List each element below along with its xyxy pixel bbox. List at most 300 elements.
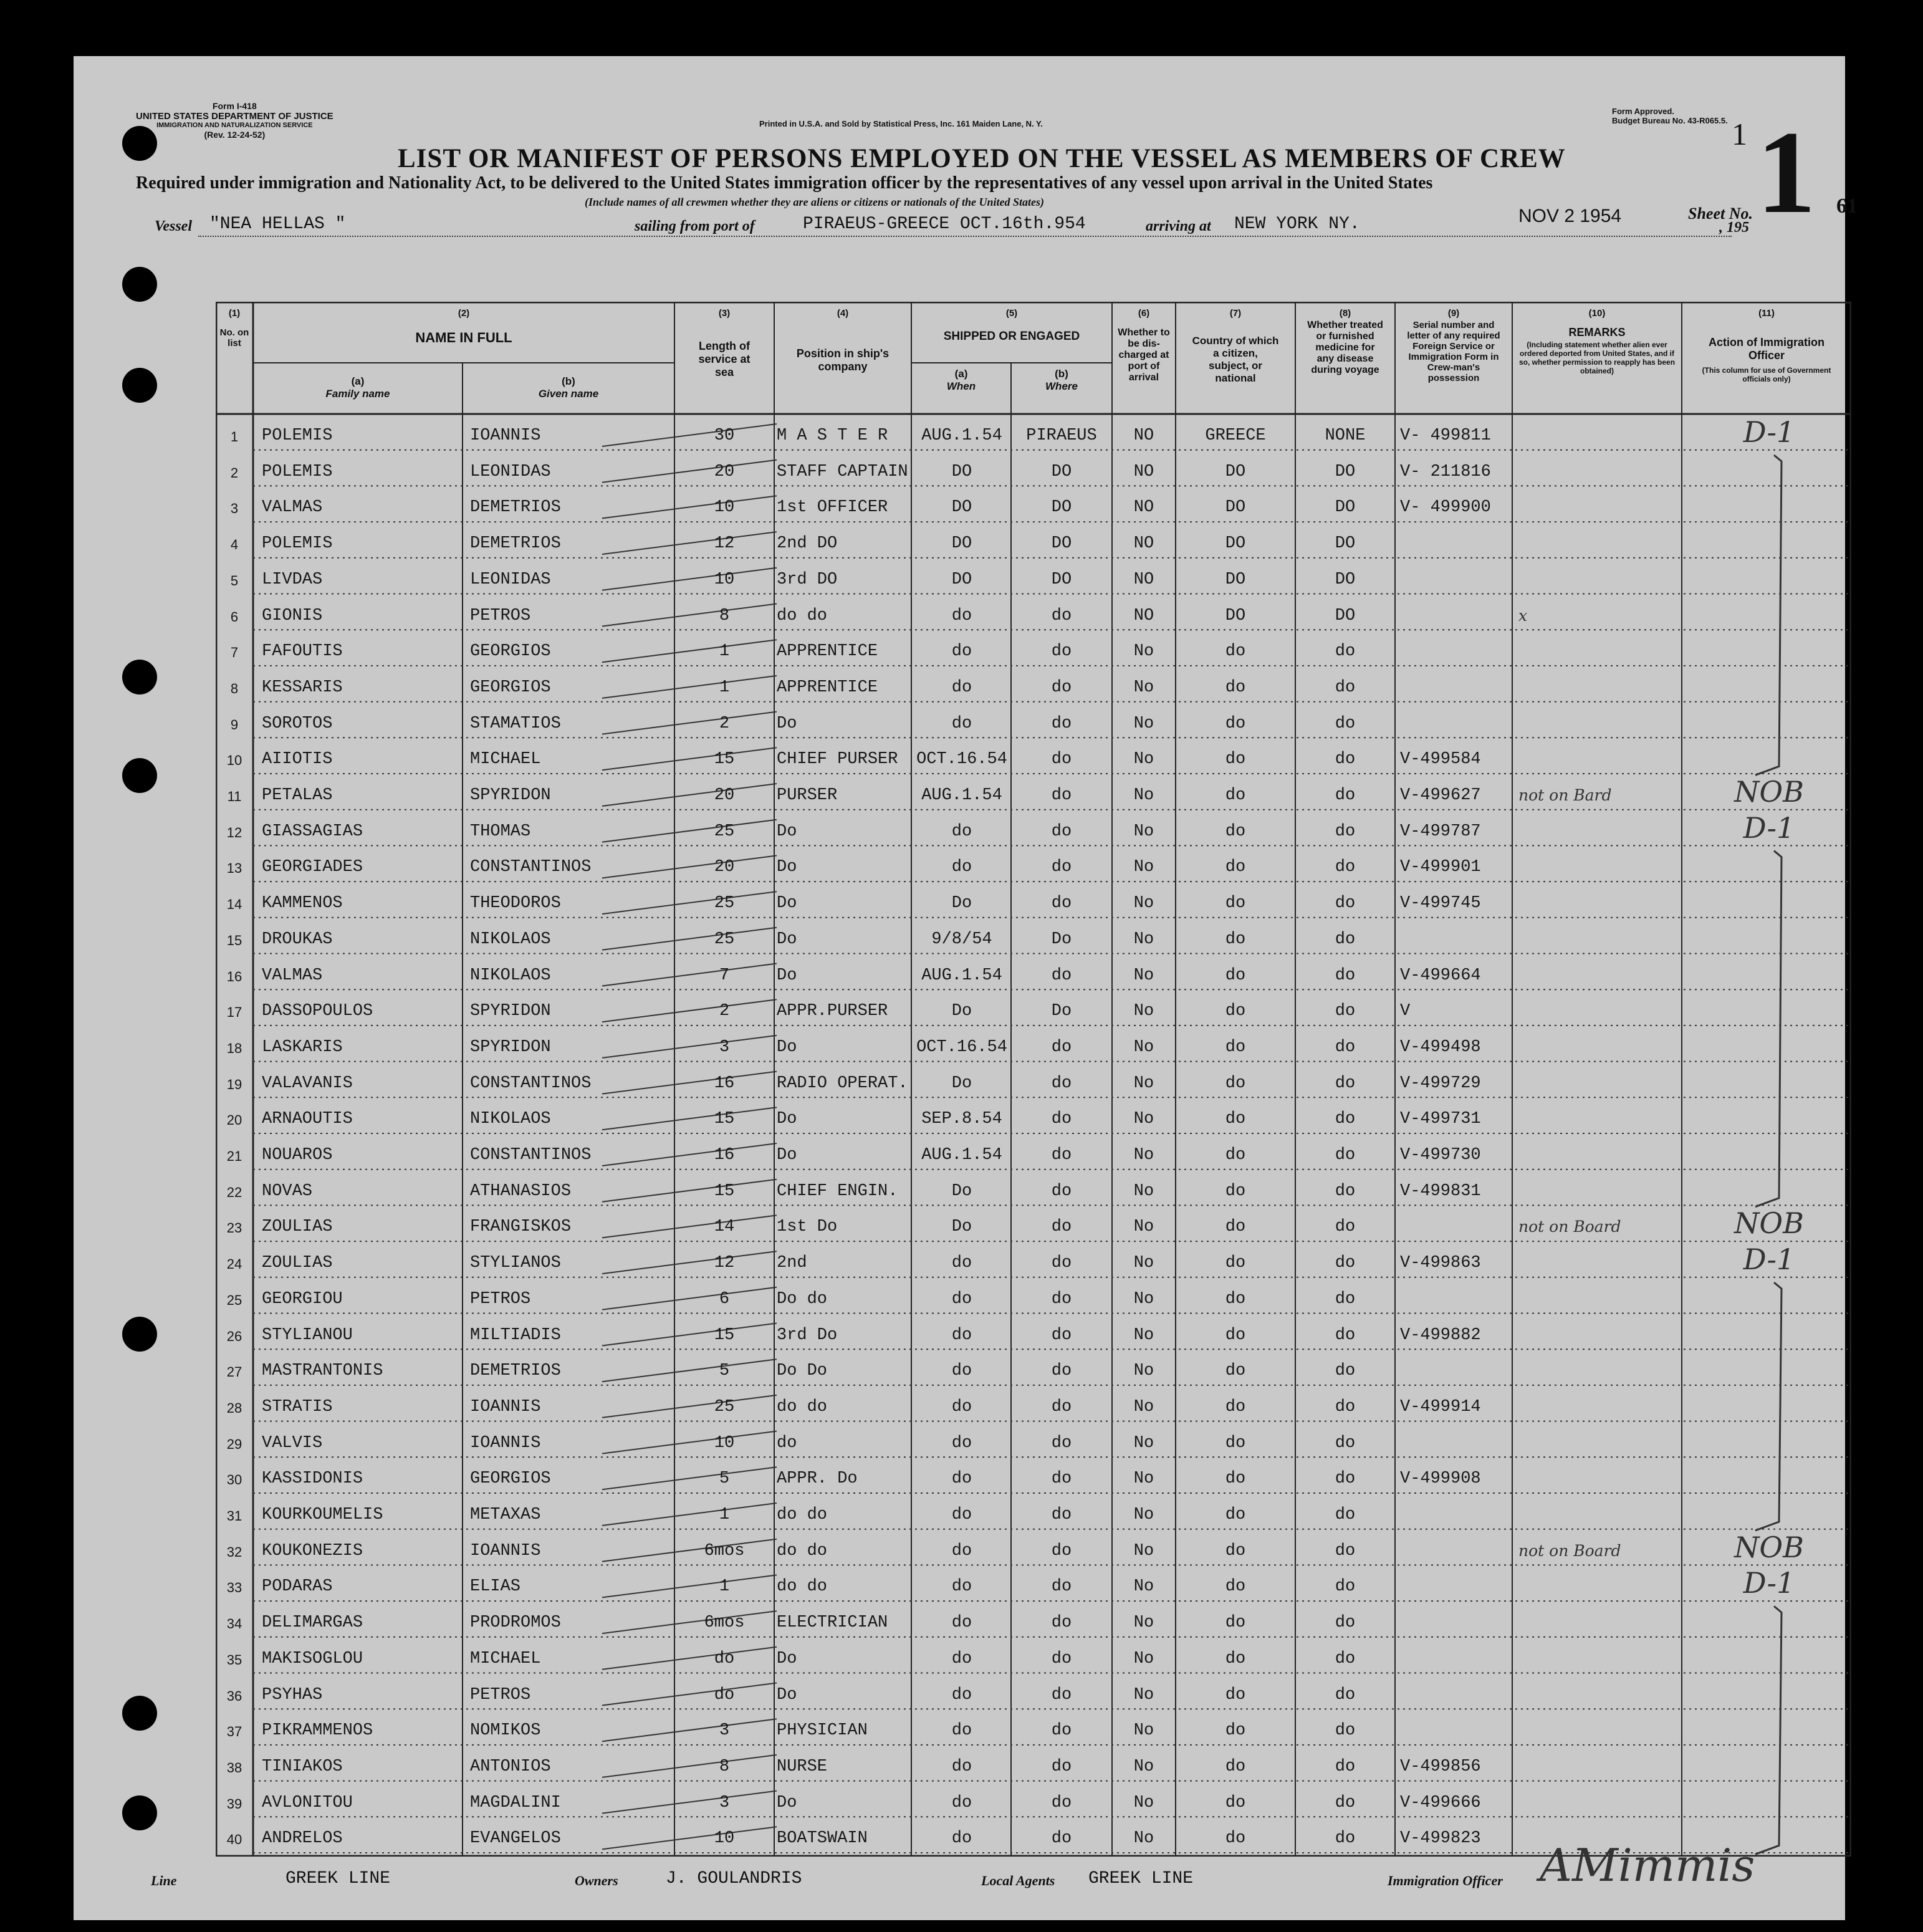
shipped-when: do [951,642,972,661]
row-number: 30 [226,1472,242,1488]
col-action-note: (This column for use of Government officials only) [1702,366,1831,383]
given-name: ATHANASIOS [470,1181,572,1201]
col-discharged-label: Whether to be dis-charged at port of arrival [1118,327,1170,383]
row-number: 12 [226,824,242,840]
row-number: 3 [230,501,239,517]
citizenship-country: do [1225,1577,1246,1597]
given-name: MAGDALINI [470,1793,561,1812]
crew-row [216,1677,1851,1713]
discharged-flag: No [1133,786,1154,805]
crew-row [216,1785,1851,1820]
shipped-where: do [1051,1362,1072,1381]
crew-row [216,1389,1851,1425]
serial-number: V-499914 [1400,1397,1481,1416]
officer-action: D-1 [1743,1566,1795,1600]
crew-row [216,1641,1851,1676]
shipped-where: do [1051,1289,1072,1309]
citizenship-country: do [1225,1002,1246,1021]
discharged-flag: No [1133,1613,1154,1633]
given-name: PRODROMOS [470,1613,561,1633]
form-number: Form I-418 [212,101,257,111]
family-name: MAKISOGLOU [262,1649,363,1668]
row-number: 10 [226,752,242,769]
length-of-service: 12 [714,1254,735,1273]
discharged-flag: No [1133,1146,1154,1165]
discharged-flag: No [1133,1469,1154,1489]
citizenship-country: do [1225,1721,1246,1741]
line-value: GREEK LINE [285,1869,391,1888]
family-name: NOVAS [262,1181,313,1201]
family-name: KESSARIS [262,678,343,697]
row-number: 1 [230,429,239,445]
given-name: GEORGIOS [470,642,551,661]
given-name: EVANGELOS [470,1829,561,1848]
length-of-service: 12 [714,534,735,554]
family-name: POLEMIS [262,462,333,481]
row-number: 9 [230,716,239,733]
family-name: GIASSAGIAS [262,822,363,841]
family-name: KASSIDONIS [262,1469,363,1489]
ship-position: NURSE [777,1757,828,1776]
shipped-where: do [1051,750,1072,769]
medicine-status: do [1335,1146,1356,1165]
col-country-label: Country of which a citizen, subject, or national [1192,335,1279,384]
arriving-value: NEW YORK NY. [1234,214,1360,234]
given-name: FRANGISKOS [470,1218,572,1237]
given-name: THEODOROS [470,894,561,913]
col-when-header [911,368,1011,393]
medicine-status: DO [1335,606,1356,625]
col-medicine-num: (8) [1339,308,1351,319]
family-name: ZOULIAS [262,1218,333,1237]
ship-position: 3rd Do [777,1325,838,1345]
col-medicine-label: Whether treated or furnished medicine for any disease during voyage [1307,320,1383,375]
shipped-when: AUG.1.54 [921,426,1002,445]
shipped-when: DO [951,534,972,554]
discharged-flag: No [1133,1506,1154,1524]
citizenship-country: do [1225,930,1246,949]
serial-number: V-499731 [1400,1110,1481,1129]
length-of-service: 6 [719,1289,730,1309]
serial-number: V-499584 [1400,750,1481,769]
family-name: POLEMIS [262,534,333,554]
shipped-where: do [1051,1613,1072,1633]
family-name: DROUKAS [262,930,333,949]
citizenship-country: do [1225,1289,1246,1309]
serial-number: V-499787 [1400,822,1481,841]
shipped-when: Do [951,1002,972,1021]
row-number: 21 [226,1148,242,1164]
row-number: 13 [226,860,242,877]
ship-position: APPRENTICE [777,642,878,661]
col-shipped-header [911,308,1112,344]
row-number: 33 [226,1580,242,1596]
discharged-flag: NO [1133,426,1154,445]
discharged-flag: No [1133,1218,1154,1237]
budget-bureau: Budget Bureau No. 43-R065.5. [1612,115,1728,125]
col-name-num: (2) [458,308,470,319]
family-name: VALMAS [262,498,323,517]
ship-position: 3rd DO [777,570,838,589]
col-when-num: (a) [954,368,968,380]
medicine-status: NONE [1325,426,1366,445]
ship-position: ELECTRICIAN [777,1613,888,1633]
page-number: 61 [1836,195,1858,218]
length-of-service: 30 [714,426,735,445]
given-name: GEORGIOS [470,1469,551,1489]
medicine-status: do [1335,1541,1356,1560]
medicine-status: do [1335,894,1356,913]
family-name: GEORGIOU [262,1289,343,1309]
col-position-num: (4) [837,308,849,319]
serial-number: V- 499811 [1400,426,1491,445]
given-name: NIKOLAOS [470,1110,551,1129]
punch-hole [122,267,157,302]
family-name: KAMMENOS [262,894,343,913]
length-of-service: 15 [714,1181,735,1201]
citizenship-country: do [1225,1037,1246,1057]
serial-number: V [1400,1002,1411,1021]
shipped-when: DO [951,462,972,481]
discharged-flag: NO [1133,498,1154,517]
shipped-where: do [1051,894,1072,913]
shipped-where: DO [1051,534,1072,554]
citizenship-country: do [1225,1254,1246,1273]
vessel-name: "NEA HELLAS " [209,214,346,234]
crew-row [216,454,1851,489]
citizenship-country: do [1225,1074,1246,1093]
year-suffix: , 195 [1719,219,1749,236]
officer-action: NOB [1734,775,1804,809]
shipped-where: do [1051,1218,1072,1237]
shipped-when: do [951,1325,972,1345]
shipped-where: do [1051,714,1072,733]
discharged-flag: No [1133,822,1154,841]
family-name: ARNAOUTIS [262,1110,353,1129]
col-service-num: (3) [718,308,731,319]
length-of-service: 10 [714,570,735,589]
ship-position: PHYSICIAN [777,1721,868,1741]
punch-hole [122,758,157,793]
shipped-where: do [1051,1757,1072,1776]
given-name: LEONIDAS [470,462,551,481]
col-serial-header [1395,308,1512,383]
col-service-label: Length of service at sea [698,340,750,378]
serial-number: V- 499900 [1400,498,1491,517]
shipped-where: DO [1051,462,1072,481]
given-name: MILTIADIS [470,1325,561,1345]
length-of-service: 1 [719,642,730,661]
shipped-where: do [1051,1146,1072,1165]
row-number: 15 [226,932,242,948]
given-name: IOANNIS [470,1433,541,1453]
medicine-status: do [1335,1613,1356,1633]
length-of-service: 14 [714,1218,735,1237]
row-number: 23 [226,1220,242,1236]
ship-position: CHIEF ENGIN. [777,1181,898,1201]
length-of-service: 25 [714,894,735,913]
shipped-where: PIRAEUS [1026,426,1097,445]
medicine-status: DO [1335,570,1356,589]
ship-position: 1st Do [777,1218,838,1237]
citizenship-country: DO [1225,606,1246,625]
given-name: DEMETRIOS [470,498,561,517]
medicine-status: do [1335,1037,1356,1057]
shipped-where: do [1051,1721,1072,1741]
crew-row [216,706,1851,741]
given-name: ELIAS [470,1577,521,1597]
vessel-label: Vessel [155,218,192,234]
citizenship-country: do [1225,1793,1246,1812]
discharged-flag: No [1133,1685,1154,1704]
discharged-flag: No [1133,1577,1154,1597]
crew-row [216,1605,1851,1640]
crew-row [216,1425,1851,1461]
punch-hole [122,660,157,694]
citizenship-country: do [1225,678,1246,697]
citizenship-country: DO [1225,498,1246,517]
length-of-service: 1 [719,678,730,697]
length-of-service: 3 [719,1037,730,1057]
crew-row [216,633,1851,669]
given-name: NIKOLAOS [470,966,551,985]
discharged-flag: No [1133,1110,1154,1129]
medicine-status: do [1335,1254,1356,1273]
citizenship-country: do [1225,1506,1246,1524]
discharged-flag: No [1133,1289,1154,1309]
family-name: PIKRAMMENOS [262,1721,373,1741]
officer-action: NOB [1734,1206,1804,1241]
shipped-where: do [1051,1793,1072,1812]
given-name: SPYRIDON [470,1037,551,1057]
shipped-when: do [951,1289,972,1309]
serial-number: V-499856 [1400,1757,1481,1776]
medicine-status: DO [1335,462,1356,481]
discharged-flag: No [1133,858,1154,877]
shipped-when: do [951,1577,972,1597]
crew-row [216,1713,1851,1748]
citizenship-country: do [1225,1757,1246,1776]
row-number: 18 [226,1040,242,1056]
length-of-service: 6mos [704,1613,745,1633]
medicine-status: do [1335,858,1356,877]
ship-position: STAFF CAPTAIN [777,462,908,481]
row-number: 24 [226,1256,242,1272]
revision-date: (Rev. 12-24-52) [204,129,266,140]
length-of-service: 5 [719,1469,730,1489]
length-of-service: 10 [714,1829,735,1848]
col-medicine-header [1295,308,1395,376]
punch-hole [122,1317,157,1352]
given-name: CONSTANTINOS [470,1146,592,1165]
serial-number: V-499627 [1400,786,1481,805]
shipped-where: do [1051,1506,1072,1524]
shipped-where: do [1051,1577,1072,1597]
shipped-where: DO [1051,570,1072,589]
discharged-flag: NO [1133,462,1154,481]
owners-value: J. GOULANDRIS [666,1869,802,1888]
crew-row [216,849,1851,885]
discharged-flag: No [1133,1325,1154,1345]
crew-row [216,1101,1851,1137]
col-country-header [1176,308,1295,385]
medicine-status: do [1335,1397,1356,1416]
row-number: 20 [226,1112,242,1128]
crew-row [216,1206,1851,1244]
crew-row [216,489,1851,525]
crew-row [216,1137,1851,1173]
crew-row [216,1749,1851,1784]
length-of-service: 7 [719,966,730,985]
medicine-status: do [1335,1793,1356,1812]
shipped-when: do [951,714,972,733]
family-name: ANDRELOS [262,1829,343,1848]
given-name: MICHAEL [470,1649,541,1668]
family-name: AIIOTIS [262,750,333,769]
given-name: CONSTANTINOS [470,858,592,877]
length-of-service: 1 [719,1577,730,1597]
crew-row [216,415,1851,453]
row-number: 39 [226,1795,242,1812]
citizenship-country: do [1225,966,1246,985]
row-number: 17 [226,1004,242,1021]
col-remarks-note: (Including statement whether alien ever ordered deported from United States, and if so, whether permission to reapply has been obtained) [1518,340,1676,375]
ship-position: CHIEF PURSER [777,750,898,769]
serial-number: V-499664 [1400,966,1481,985]
shipped-when: AUG.1.54 [921,966,1002,985]
shipped-when: do [951,1506,972,1524]
discharged-flag: No [1133,1037,1154,1057]
manifest-subtitle: Required under immigration and Nationality Act, to be delivered to the United States immigration officer by the representatives of any vessel upon arrival in the United States [136,173,1433,193]
discharged-flag: No [1133,1757,1154,1776]
length-of-service: 3 [719,1721,730,1741]
citizenship-country: do [1225,1397,1246,1416]
length-of-service: 15 [714,1110,735,1129]
given-name: DEMETRIOS [470,1362,561,1381]
row-number: 27 [226,1364,242,1380]
given-name: SPYRIDON [470,1002,551,1021]
serial-number: V-499729 [1400,1074,1481,1093]
citizenship-country: do [1225,750,1246,769]
crew-row [216,810,1851,849]
length-of-service: 6mos [704,1541,745,1560]
ship-position: Do [777,1793,797,1812]
family-name: PETALAS [262,786,333,805]
arriving-label: arriving at [1146,218,1211,234]
discharged-flag: NO [1133,570,1154,589]
col-remarks-num: (10) [1588,308,1606,319]
medicine-status: do [1335,1074,1356,1093]
shipped-when: OCT.16.54 [916,1037,1007,1057]
row-number: 5 [230,572,239,589]
citizenship-country: DO [1225,462,1246,481]
medicine-status: do [1335,1649,1356,1668]
crew-row [216,1497,1851,1532]
length-of-service: 8 [719,1757,730,1776]
medicine-status: do [1335,1289,1356,1309]
length-of-service: 16 [714,1074,735,1093]
shipped-when: OCT.16.54 [916,750,1007,769]
medicine-status: do [1335,1325,1356,1345]
col-no-num: (1) [228,308,241,319]
officer-action: D-1 [1743,810,1795,845]
length-of-service: 20 [714,462,735,481]
row-number: 14 [226,896,242,913]
shipped-when: Do [951,894,972,913]
officer-action: D-1 [1743,415,1795,449]
given-name: IOANNIS [470,1397,541,1416]
shipped-where: do [1051,642,1072,661]
shipped-where: do [1051,678,1072,697]
shipped-where: do [1051,786,1072,805]
given-name: GEORGIOS [470,678,551,697]
sheet-tick-mark: 1 [1732,117,1747,151]
discharged-flag: No [1133,1721,1154,1741]
discharged-flag: No [1133,750,1154,769]
row-number: 28 [226,1400,242,1416]
given-name: PETROS [470,1289,531,1309]
ship-position: do do [777,1397,828,1416]
form-approved: Form Approved. [1612,107,1674,116]
discharged-flag: No [1133,1074,1154,1093]
length-of-service: 25 [714,1397,735,1416]
serial-number: V-499666 [1400,1793,1481,1812]
ship-position: APPRENTICE [777,678,878,697]
shipped-when: do [951,678,972,697]
citizenship-country: do [1225,858,1246,877]
shipped-where: do [1051,1254,1072,1273]
discharged-flag: No [1133,966,1154,985]
col-country-num: (7) [1229,308,1242,319]
family-name: DELIMARGAS [262,1613,363,1633]
given-name: THOMAS [470,822,531,841]
discharged-flag: No [1133,1829,1154,1848]
medicine-status: do [1335,1469,1356,1489]
row-number: 26 [226,1328,242,1344]
crew-row [216,885,1851,921]
serial-number: V-499745 [1400,894,1481,913]
ship-position: 2nd DO [777,534,838,554]
citizenship-country: do [1225,822,1246,841]
col-given-num: (b) [562,375,575,387]
col-shipped-num: (5) [1005,308,1018,319]
col-remarks-label: REMARKS [1568,326,1626,339]
shipped-when: DO [951,498,972,517]
ship-position: Do [777,1685,797,1704]
punch-hole [122,368,157,403]
shipped-when: do [951,858,972,877]
shipped-where: do [1051,1181,1072,1201]
officer-action: D-1 [1743,1242,1795,1277]
discharged-flag: No [1133,714,1154,733]
length-of-service: 10 [714,1433,735,1453]
shipped-when: do [951,1793,972,1812]
citizenship-country: do [1225,1362,1246,1381]
citizenship-country: do [1225,1685,1246,1704]
crew-row [216,741,1851,777]
shipped-when: do [951,1829,972,1848]
medicine-status: do [1335,1506,1356,1524]
row-number: 36 [226,1688,242,1704]
ship-position: Do [777,822,797,841]
ship-position: PURSER [777,786,838,805]
department-name: UNITED STATES DEPARTMENT OF JUSTICE [136,111,333,122]
ship-position: 2nd [777,1254,807,1273]
given-name: PETROS [470,606,531,625]
row-number: 37 [226,1724,242,1740]
medicine-status: do [1335,1577,1356,1597]
medicine-status: do [1335,1829,1356,1848]
